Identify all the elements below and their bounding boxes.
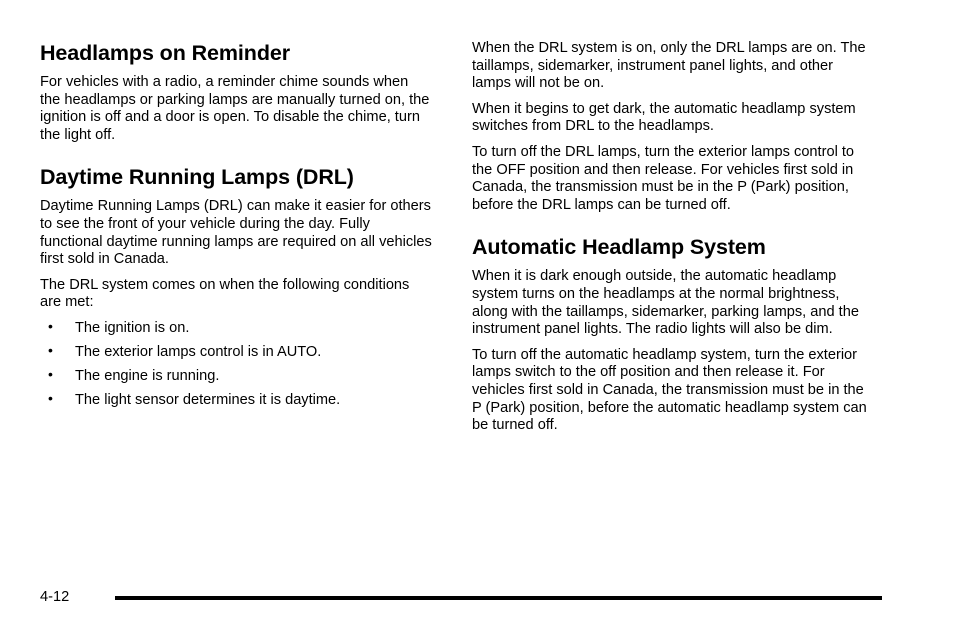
bullet-icon: •	[48, 366, 53, 383]
drl-continued-section	[472, 40, 874, 214]
list-item-text: The exterior lamps control is in AUTO.	[75, 344, 322, 361]
list-item-text: The light sensor determines it is daytime.	[75, 392, 341, 409]
automatic-headlamp-section	[472, 234, 874, 434]
right-column	[472, 40, 874, 455]
left-column	[40, 40, 432, 430]
list-item-text: The ignition is on.	[75, 319, 190, 336]
list-item	[40, 368, 432, 386]
bullet-icon: •	[48, 342, 53, 359]
drl-conditions-list	[40, 317, 432, 410]
list-item	[40, 392, 432, 410]
footer-divider	[115, 596, 882, 600]
drl-continued-paragraph-3: To turn off the DRL lamps, turn the exterior lamps control to the OFF position and then release. For vehicles first sold in Canada, the transmission must be in the P (Park) position, before the DRL lamps can be turned off.	[472, 143, 855, 213]
bullet-icon: •	[48, 317, 53, 334]
drl-continued-paragraph-1: When the DRL system is on, only the DRL lamps are on. The taillamps, sidemarker, instrument panel lights, and other lamps will not be on.	[472, 40, 866, 92]
headlamps-reminder-section	[40, 40, 432, 144]
drl-heading: Daytime Running Lamps (DRL)	[40, 165, 354, 190]
list-item-text: The engine is running.	[75, 368, 220, 385]
bullet-icon: •	[48, 390, 53, 407]
drl-paragraph-2: The DRL system comes on when the following conditions are met:	[40, 276, 410, 311]
drl-section	[40, 164, 432, 409]
headlamps-reminder-heading: Headlamps on Reminder	[40, 41, 290, 65]
drl-continued-paragraph-2: When it begins to get dark, the automatic headlamp system switches from DRL to the headlamps.	[472, 100, 856, 135]
automatic-headlamp-heading: Automatic Headlamp System	[472, 235, 766, 260]
headlamps-reminder-paragraph: For vehicles with a radio, a reminder chime sounds when the headlamps or parking lamps are manually turned on, the ignition is off and a door is open. To disable the chime, turn the light off.	[40, 74, 430, 143]
drl-paragraph-1: Daytime Running Lamps (DRL) can make it easier for others to see the front of your vehicle during the day. Fully functional daytime running lamps are required on all vehicles first sold in Canada.	[40, 198, 432, 268]
page-number: 4-12	[40, 589, 70, 605]
automatic-headlamp-paragraph-1: When it is dark enough outside, the automatic headlamp system turns on the headlamps at the normal brightness, along with the taillamps, sidemarker, parking lamps, and the instrument panel lights. The radio lights will also be dim.	[472, 268, 859, 338]
list-item	[40, 317, 432, 338]
automatic-headlamp-paragraph-2: To turn off the automatic headlamp system, turn the exterior lamps switch to the off position and then release it. For vehicles first sold in Canada, the transmission must be in the P (Park) position, before the automatic headlamp system can be turned off.	[472, 346, 867, 434]
list-item	[40, 344, 432, 362]
